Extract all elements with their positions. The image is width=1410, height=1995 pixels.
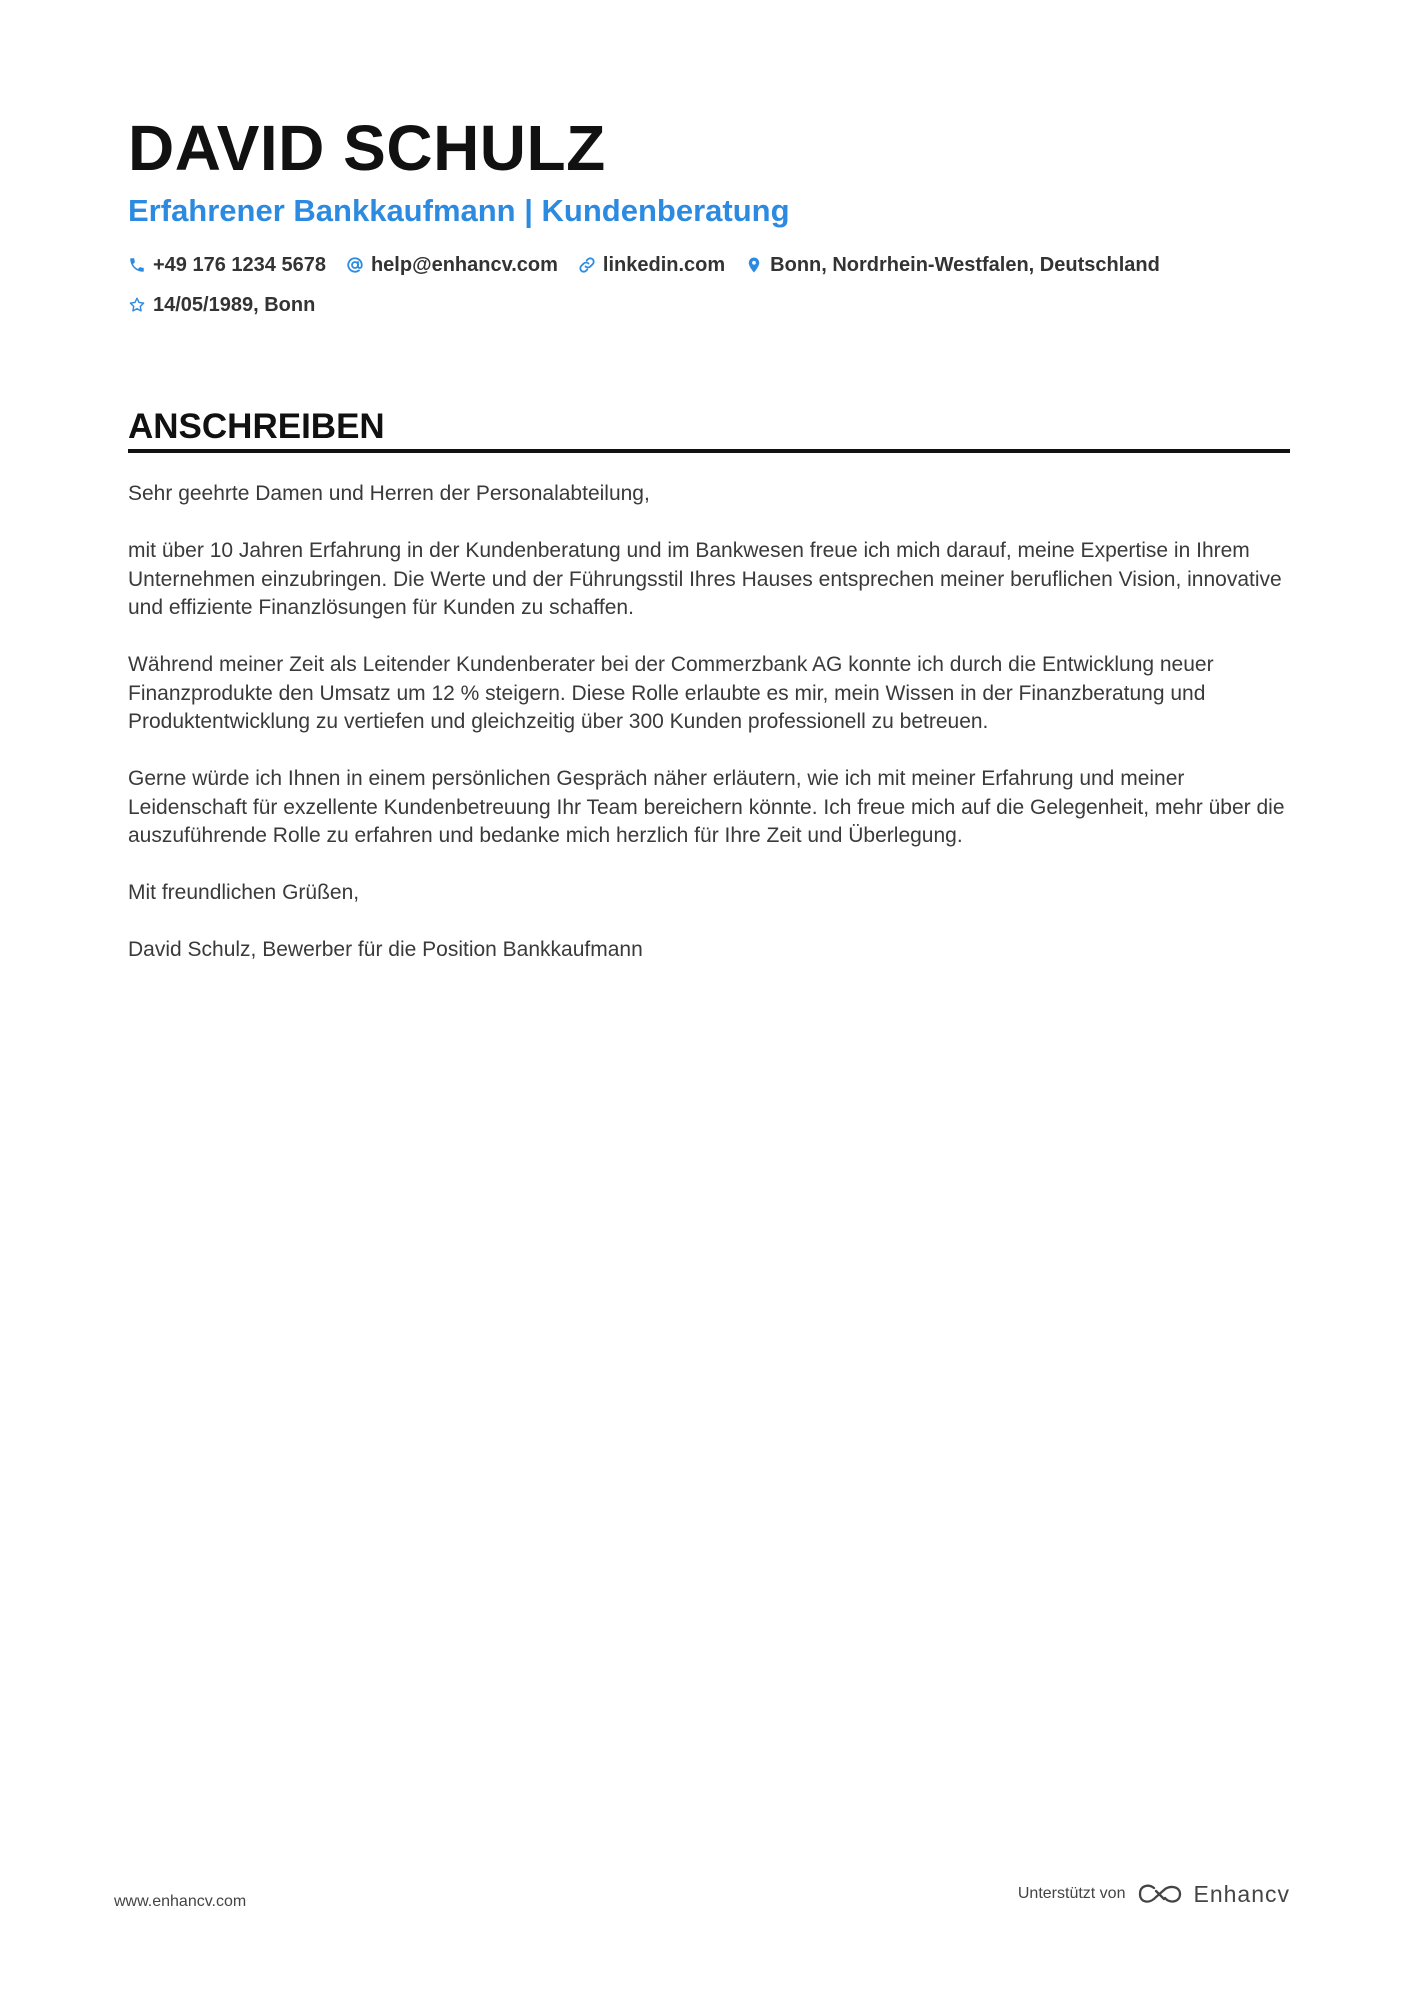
letter-salutation: Sehr geehrte Damen und Herren der Personalabteilung, — [128, 482, 650, 505]
location-pin-icon — [745, 256, 763, 274]
section-title: ANSCHREIBEN — [128, 407, 385, 446]
contact-linkedin — [578, 252, 725, 278]
email-address: help@enhancv.com — [370, 254, 558, 276]
letter-closing: Mit freundlichen Grüßen, — [128, 881, 360, 904]
letter-paragraph: Während meiner Zeit als Leitender Kundenberater bei der Commerzbank AG konnte ich durch die Entwicklung neuer Finanzprodukte den Umsatz um 12 % steigern. Diese Rolle erlaubte es mir, mein Wissen in der Finanzberatung und Produktentwicklung zu vertiefen und gleichzeitig über 300 Kunden professionell zu betreuen. — [128, 653, 1214, 733]
phone-icon — [128, 256, 146, 274]
candidate-name: DAVID SCHULZ — [128, 112, 606, 184]
candidate-title: Erfahrener Bankkaufmann | Kundenberatung — [128, 193, 790, 228]
letter-signature: David Schulz, Bewerber für die Position Bankkaufmann — [128, 938, 643, 961]
link-icon — [578, 256, 596, 274]
brand-name: Enhancv — [1193, 1881, 1290, 1907]
contact-info — [128, 252, 1288, 318]
contact-email — [346, 252, 558, 278]
star-icon — [128, 296, 146, 314]
enhancv-logo-icon — [1137, 1881, 1183, 1907]
contact-birth — [128, 292, 315, 318]
contact-location — [745, 252, 1160, 278]
section-divider — [128, 449, 1290, 453]
contact-phone — [128, 252, 326, 278]
linkedin-url: linkedin.com — [602, 254, 726, 276]
footer-branding — [1018, 1880, 1290, 1908]
powered-by-label: Unterstützt von — [1017, 1885, 1126, 1902]
letter-paragraph: mit über 10 Jahren Erfahrung in der Kundenberatung und im Bankwesen freue ich mich darauf, meine Expertise in Ihrem Unternehmen einzubringen. Die Werte und der Führungsstil Ihres Hauses entsprechen meiner beruflichen Vision, innovative und effiziente Finanzlösungen für Kunden zu schaffen. — [128, 539, 1282, 619]
brand-logo[interactable] — [1137, 1880, 1290, 1908]
footer-website[interactable]: www.enhancv.com — [114, 1893, 247, 1910]
phone-number: +49 176 1234 5678 — [153, 254, 326, 276]
letter-paragraph: Gerne würde ich Ihnen in einem persönlichen Gespräch näher erläutern, wie ich mit meiner Erfahrung und meiner Leidenschaft für exzellente Kundenbetreuung Ihr Team bereichern könnte. Ich freue mich auf die Gelegenheit, mehr über die auszuführende Rolle zu erfahren und bedanke mich herzlich für Ihre Zeit und Überlegung. — [128, 767, 1285, 847]
birth-date-place: 14/05/1989, Bonn — [153, 294, 316, 316]
at-icon — [346, 256, 364, 274]
letter-body — [128, 480, 1298, 993]
location-text: Bonn, Nordrhein-Westfalen, Deutschland — [770, 254, 1160, 276]
